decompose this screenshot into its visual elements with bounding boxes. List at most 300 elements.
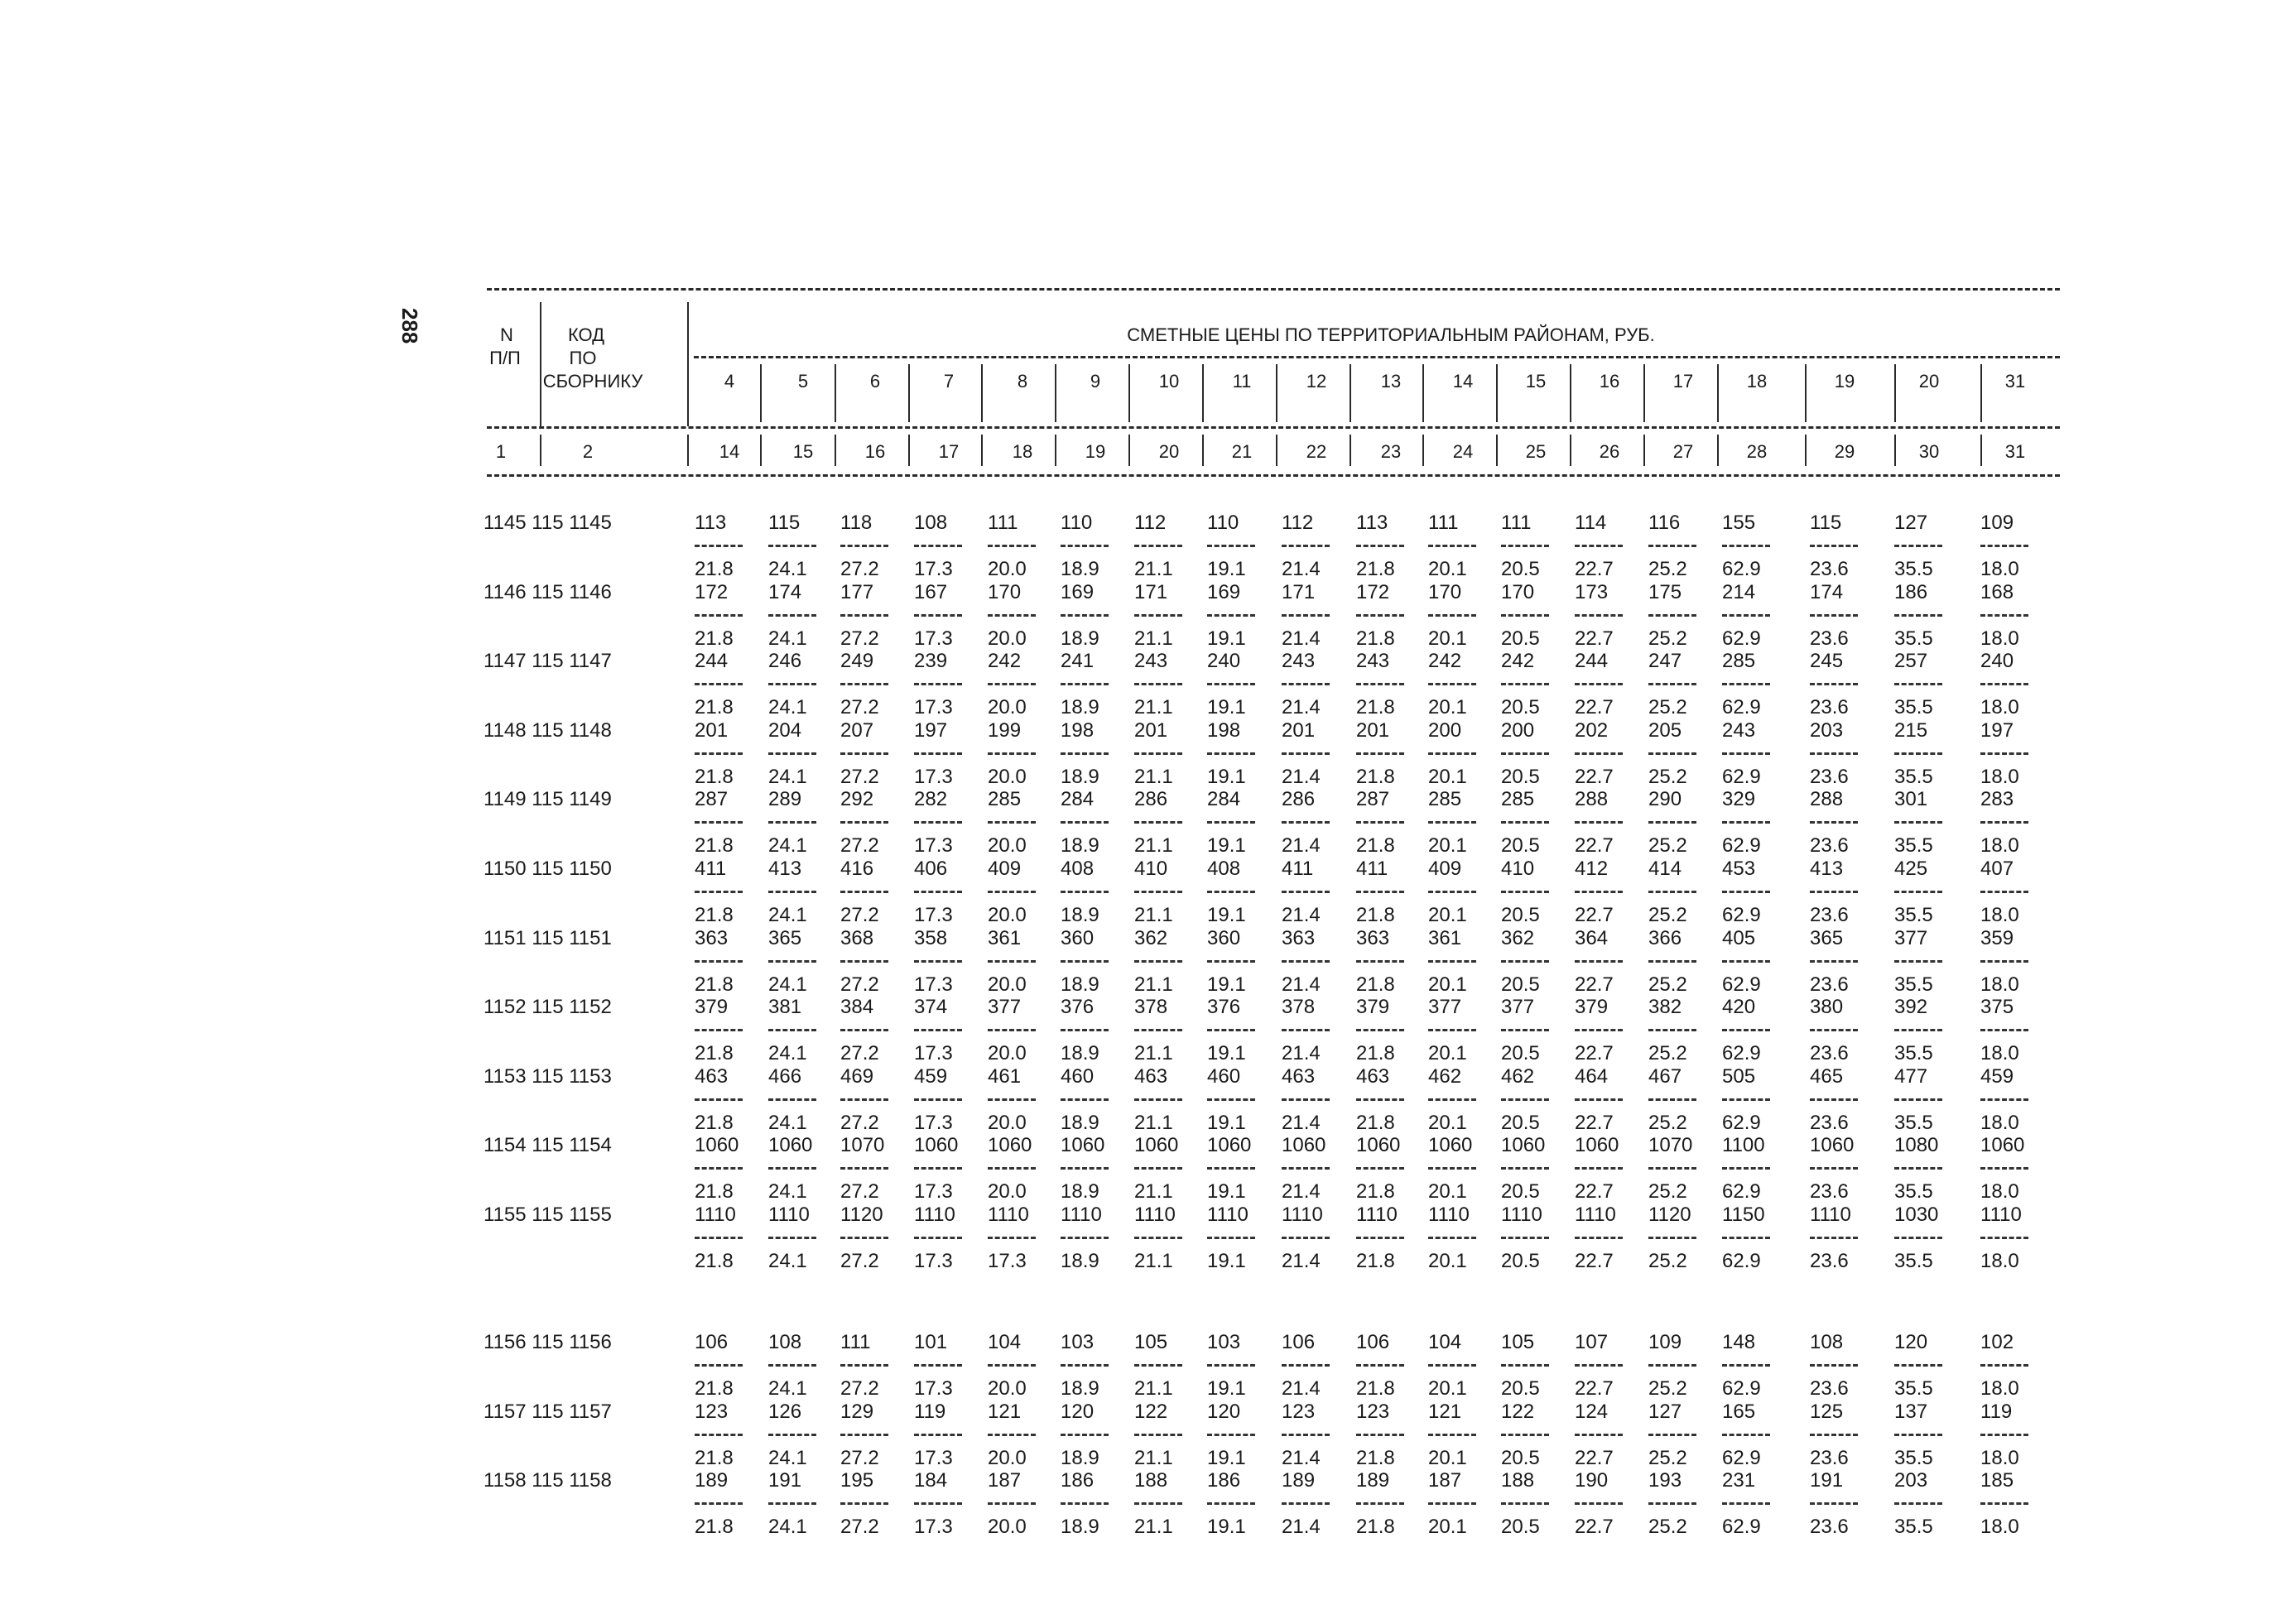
- fraction-line: [768, 683, 816, 685]
- fraction-line: [840, 1502, 888, 1505]
- cell-coefficient: 18.0: [1980, 1180, 2019, 1204]
- cell-coefficient: 35.5: [1894, 627, 1933, 650]
- fraction-line: [1980, 545, 2028, 547]
- cell-value: 122: [1134, 1400, 1168, 1423]
- header-col-index-15: 15: [792, 441, 814, 462]
- cell-value: 453: [1722, 858, 1756, 880]
- fraction-line: [768, 1364, 816, 1367]
- fraction-line: [1134, 1029, 1182, 1031]
- cell-value: 127: [1894, 512, 1928, 534]
- cell-value: 505: [1722, 1064, 1756, 1088]
- cell-coefficient: 21.1: [1134, 834, 1173, 858]
- cell-value: 170: [1428, 580, 1462, 603]
- cell-value: 362: [1134, 926, 1168, 949]
- fraction-line: [988, 1237, 1036, 1239]
- header-col-index-27: 27: [1672, 441, 1694, 462]
- fraction-line: [1722, 752, 1770, 755]
- header-bottom-rule: [487, 474, 2060, 477]
- header-col-index-14: 14: [719, 441, 740, 462]
- cell-value: 425: [1894, 858, 1928, 880]
- cell-coefficient: 18.9: [1061, 973, 1099, 996]
- cell-value: 193: [1648, 1469, 1682, 1492]
- cell-value: 106: [1356, 1331, 1390, 1353]
- cell-coefficient: 21.8: [695, 1250, 734, 1272]
- cell-value: 1060: [695, 1134, 739, 1157]
- fraction-line: [988, 614, 1036, 617]
- cell-value: 463: [695, 1064, 729, 1088]
- fraction-line: [988, 1098, 1036, 1101]
- cell-coefficient: 24.1: [768, 973, 807, 996]
- header-index-divider: [835, 435, 836, 466]
- cell-value: 191: [1810, 1469, 1844, 1492]
- fraction-line: [768, 891, 816, 893]
- fraction-line: [914, 683, 962, 685]
- header-district-8: 8: [1017, 371, 1028, 392]
- cell-value: 202: [1575, 718, 1609, 742]
- cell-coefficient: 27.2: [840, 765, 879, 788]
- cell-coefficient: 22.7: [1575, 1250, 1614, 1272]
- row-id: 1158 115 1158: [484, 1469, 612, 1492]
- cell-coefficient: 27.2: [840, 973, 879, 996]
- cell-coefficient: 21.8: [695, 834, 734, 858]
- cell-coefficient: 20.5: [1501, 765, 1540, 788]
- cell-coefficient: 19.1: [1207, 834, 1246, 858]
- cell-value: 466: [768, 1064, 802, 1088]
- cell-value: 201: [1134, 718, 1168, 742]
- cell-value: 111: [1501, 512, 1532, 534]
- cell-coefficient: 25.2: [1648, 1111, 1687, 1134]
- header-index-divider: [1496, 435, 1498, 466]
- cell-coefficient: 24.1: [768, 904, 807, 926]
- fraction-line: [1722, 614, 1770, 617]
- cell-value: 214: [1722, 580, 1756, 603]
- cell-value: 113: [1356, 512, 1388, 534]
- cell-value: 1080: [1894, 1134, 1939, 1157]
- cell-value: 129: [840, 1400, 874, 1423]
- fraction-line: [840, 1237, 888, 1239]
- cell-coefficient: 17.3: [914, 1446, 953, 1469]
- cell-value: 204: [768, 718, 802, 742]
- cell-coefficient: 62.9: [1722, 973, 1761, 996]
- cell-value: 1070: [840, 1134, 885, 1157]
- cell-value: 460: [1207, 1064, 1241, 1088]
- header-district-5: 5: [797, 371, 809, 392]
- cell-coefficient: 18.9: [1061, 1377, 1099, 1400]
- header-district-16: 16: [1599, 371, 1620, 392]
- cell-coefficient: 23.6: [1810, 1180, 1849, 1204]
- cell-value: 103: [1061, 1331, 1095, 1353]
- fraction-line: [914, 960, 962, 963]
- header-col-index-20: 20: [1158, 441, 1180, 462]
- fraction-line: [988, 1167, 1036, 1170]
- fraction-line: [1356, 1434, 1404, 1436]
- fraction-line: [695, 614, 743, 617]
- cell-coefficient: 17.3: [914, 1377, 953, 1400]
- cell-coefficient: 18.0: [1980, 1377, 2019, 1400]
- cell-coefficient: 25.2: [1648, 1180, 1687, 1204]
- fraction-line: [840, 891, 888, 893]
- cell-value: 362: [1501, 926, 1535, 949]
- cell-value: 118: [840, 512, 873, 534]
- fraction-line: [695, 683, 743, 685]
- cell-coefficient: 21.8: [695, 558, 734, 580]
- fraction-line: [1207, 1364, 1255, 1367]
- fraction-line: [1980, 1502, 2028, 1505]
- header-col-index-24: 24: [1452, 441, 1474, 462]
- cell-coefficient: 62.9: [1722, 1111, 1761, 1134]
- cell-coefficient: 18.9: [1061, 1111, 1099, 1134]
- header-district-17: 17: [1672, 371, 1694, 392]
- fraction-line: [1810, 1237, 1858, 1239]
- cell-coefficient: 21.4: [1282, 1516, 1321, 1539]
- cell-coefficient: 20.5: [1501, 1042, 1540, 1065]
- cell-value: 459: [914, 1064, 948, 1088]
- fraction-line: [1648, 1364, 1696, 1367]
- cell-value: 469: [840, 1064, 874, 1088]
- header-district-15: 15: [1525, 371, 1547, 392]
- fraction-line: [1207, 545, 1255, 547]
- cell-value: 175: [1648, 580, 1682, 603]
- fraction-line: [1207, 1167, 1255, 1170]
- cell-coefficient: 21.8: [1356, 627, 1395, 650]
- cell-coefficient: 20.0: [988, 627, 1027, 650]
- cell-coefficient: 25.2: [1648, 1377, 1687, 1400]
- cell-coefficient: 21.1: [1134, 973, 1173, 996]
- cell-value: 169: [1207, 580, 1241, 603]
- cell-coefficient: 18.0: [1980, 765, 2019, 788]
- fraction-line: [1428, 1167, 1476, 1170]
- cell-coefficient: 19.1: [1207, 1250, 1246, 1272]
- header-index-divider: [1717, 435, 1719, 466]
- fraction-line: [1810, 960, 1858, 963]
- cell-coefficient: 19.1: [1207, 1111, 1246, 1134]
- fraction-line: [840, 1029, 888, 1031]
- fraction-line: [1207, 821, 1255, 824]
- cell-value: 215: [1894, 718, 1928, 742]
- cell-value: 377: [1428, 996, 1462, 1019]
- cell-value: 379: [1575, 996, 1609, 1019]
- cell-value: 464: [1575, 1064, 1609, 1088]
- fraction-line: [768, 1237, 816, 1239]
- cell-coefficient: 23.6: [1810, 1377, 1849, 1400]
- cell-value: 257: [1894, 650, 1928, 673]
- cell-coefficient: 20.1: [1428, 765, 1467, 788]
- fraction-line: [1501, 1434, 1549, 1436]
- row-id: 1146 115 1146: [484, 580, 612, 603]
- cell-value: 201: [695, 718, 729, 742]
- fraction-line: [1207, 1098, 1255, 1101]
- cell-value: 290: [1648, 788, 1682, 811]
- fraction-line: [1356, 683, 1404, 685]
- cell-coefficient: 20.5: [1501, 1446, 1540, 1469]
- fraction-line: [988, 960, 1036, 963]
- cell-coefficient: 21.1: [1134, 1042, 1173, 1065]
- fraction-line: [768, 1029, 816, 1031]
- cell-coefficient: 23.6: [1810, 1111, 1849, 1134]
- fraction-line: [1356, 1502, 1404, 1505]
- fraction-line: [695, 1237, 743, 1239]
- cell-coefficient: 27.2: [840, 904, 879, 926]
- fraction-line: [1282, 752, 1330, 755]
- fraction-line: [1648, 891, 1696, 893]
- cell-coefficient: 22.7: [1575, 1042, 1614, 1065]
- header-district-19: 19: [1834, 371, 1855, 392]
- header-col-index-23: 23: [1380, 441, 1402, 462]
- cell-value: 188: [1134, 1469, 1168, 1492]
- cell-value: 104: [988, 1331, 1022, 1353]
- cell-coefficient: 24.1: [768, 1250, 807, 1272]
- fraction-line: [695, 1364, 743, 1367]
- cell-coefficient: 19.1: [1207, 1377, 1246, 1400]
- page-number: 288: [397, 308, 422, 344]
- cell-value: 109: [1980, 512, 2014, 534]
- header-index-divider: [1894, 435, 1896, 466]
- row-id: 1148 115 1148: [484, 718, 612, 742]
- cell-coefficient: 25.2: [1648, 904, 1687, 926]
- header-mid-rule: [487, 426, 2060, 429]
- cell-value: 249: [840, 650, 874, 673]
- fraction-line: [1648, 821, 1696, 824]
- cell-value: 189: [1356, 1469, 1390, 1492]
- fraction-line: [1980, 614, 2028, 617]
- fraction-line: [1575, 891, 1623, 893]
- cell-value: 1060: [1282, 1134, 1326, 1157]
- cell-value: 243: [1356, 650, 1390, 673]
- cell-coefficient: 20.1: [1428, 1446, 1467, 1469]
- cell-value: 465: [1810, 1064, 1844, 1088]
- row-id: 1154 115 1154: [484, 1134, 612, 1157]
- cell-value: 1030: [1894, 1204, 1939, 1226]
- cell-value: 414: [1648, 858, 1682, 880]
- cell-coefficient: 22.7: [1575, 1516, 1614, 1539]
- fraction-line: [1575, 1167, 1623, 1170]
- cell-coefficient: 19.1: [1207, 1516, 1246, 1539]
- cell-value: 198: [1061, 718, 1095, 742]
- cell-value: 107: [1575, 1331, 1609, 1353]
- fraction-line: [1722, 821, 1770, 824]
- header-district-divider: [760, 364, 762, 422]
- cell-value: 177: [840, 580, 874, 603]
- cell-coefficient: 20.0: [988, 973, 1027, 996]
- cell-value: 200: [1501, 718, 1535, 742]
- header-index-divider: [1276, 435, 1277, 466]
- header-district-divider: [908, 364, 910, 422]
- fraction-line: [1134, 821, 1182, 824]
- fraction-line: [1501, 1098, 1549, 1101]
- cell-value: 384: [840, 996, 874, 1019]
- cell-value: 242: [988, 650, 1022, 673]
- cell-coefficient: 20.0: [988, 696, 1027, 719]
- cell-value: 155: [1722, 512, 1756, 534]
- fraction-line: [914, 1098, 962, 1101]
- cell-value: 190: [1575, 1469, 1609, 1492]
- cell-value: 416: [840, 858, 874, 880]
- fraction-line: [1207, 1029, 1255, 1031]
- cell-value: 120: [1894, 1331, 1928, 1353]
- cell-coefficient: 18.0: [1980, 558, 2019, 580]
- cell-coefficient: 25.2: [1648, 1446, 1687, 1469]
- fraction-line: [988, 1434, 1036, 1436]
- fraction-line: [1722, 545, 1770, 547]
- cell-coefficient: 17.3: [914, 973, 953, 996]
- cell-value: 363: [695, 926, 729, 949]
- cell-value: 1120: [840, 1204, 883, 1226]
- fraction-line: [1894, 752, 1942, 755]
- cell-coefficient: 20.1: [1428, 1377, 1467, 1400]
- cell-value: 124: [1575, 1400, 1609, 1423]
- cell-coefficient: 23.6: [1810, 1042, 1849, 1065]
- cell-coefficient: 18.9: [1061, 834, 1099, 858]
- cell-coefficient: 21.8: [695, 1042, 734, 1065]
- fraction-line: [1134, 1434, 1182, 1436]
- cell-value: 203: [1810, 718, 1844, 742]
- cell-coefficient: 18.0: [1980, 1516, 2019, 1539]
- cell-coefficient: 20.1: [1428, 558, 1467, 580]
- cell-value: 463: [1356, 1064, 1390, 1088]
- fraction-line: [1207, 752, 1255, 755]
- cell-coefficient: 21.8: [1356, 1111, 1395, 1134]
- header-col-index-16: 16: [864, 441, 886, 462]
- fraction-line: [1207, 683, 1255, 685]
- fraction-line: [988, 683, 1036, 685]
- fraction-line: [988, 752, 1036, 755]
- cell-value: 1120: [1648, 1204, 1691, 1226]
- cell-value: 101: [914, 1331, 948, 1353]
- cell-value: 188: [1501, 1469, 1535, 1492]
- fraction-line: [1980, 1364, 2028, 1367]
- fraction-line: [1810, 1434, 1858, 1436]
- cell-coefficient: 21.4: [1282, 1377, 1321, 1400]
- header-index-1: 1: [495, 441, 507, 462]
- cell-coefficient: 19.1: [1207, 1180, 1246, 1204]
- header-district-divider: [1276, 364, 1277, 422]
- cell-coefficient: 27.2: [840, 1111, 879, 1134]
- cell-coefficient: 21.4: [1282, 558, 1321, 580]
- cell-coefficient: 21.4: [1282, 696, 1321, 719]
- fraction-line: [1061, 891, 1109, 893]
- cell-value: 365: [768, 926, 802, 949]
- cell-coefficient: 35.5: [1894, 1446, 1933, 1469]
- cell-value: 284: [1061, 788, 1095, 811]
- fraction-line: [1061, 1237, 1109, 1239]
- cell-coefficient: 20.0: [988, 765, 1027, 788]
- fraction-line: [1356, 1098, 1404, 1101]
- cell-coefficient: 62.9: [1722, 1042, 1761, 1065]
- cell-value: 120: [1207, 1400, 1241, 1423]
- cell-coefficient: 17.3: [914, 696, 953, 719]
- cell-value: 203: [1894, 1469, 1928, 1492]
- cell-coefficient: 21.8: [1356, 1446, 1395, 1469]
- fraction-line: [1648, 1167, 1696, 1170]
- fraction-line: [695, 1434, 743, 1436]
- cell-coefficient: 24.1: [768, 558, 807, 580]
- header-pp-label: П/П: [489, 348, 521, 368]
- cell-value: 379: [1356, 996, 1390, 1019]
- fraction-line: [1575, 1502, 1623, 1505]
- header-district-4: 4: [724, 371, 735, 392]
- cell-coefficient: 21.1: [1134, 558, 1173, 580]
- fraction-line: [1575, 752, 1623, 755]
- cell-value: 174: [768, 580, 802, 603]
- cell-value: 1060: [1356, 1134, 1401, 1157]
- fraction-line: [1501, 960, 1549, 963]
- fraction-line: [1428, 1364, 1476, 1367]
- cell-value: 477: [1894, 1064, 1928, 1088]
- fraction-line: [1356, 1237, 1404, 1239]
- cell-coefficient: 20.1: [1428, 834, 1467, 858]
- cell-coefficient: 17.3: [914, 765, 953, 788]
- fraction-line: [1575, 614, 1623, 617]
- header-district-20: 20: [1918, 371, 1940, 392]
- cell-value: 361: [988, 926, 1022, 949]
- cell-coefficient: 21.4: [1282, 1446, 1321, 1469]
- cell-value: 407: [1980, 858, 2014, 880]
- cell-value: 376: [1061, 996, 1095, 1019]
- fraction-line: [1428, 1029, 1476, 1031]
- fraction-line: [1575, 1364, 1623, 1367]
- cell-coefficient: 21.8: [695, 1446, 734, 1469]
- cell-coefficient: 19.1: [1207, 558, 1246, 580]
- fraction-line: [1810, 1502, 1858, 1505]
- fraction-line: [1501, 1364, 1549, 1367]
- fraction-line: [1282, 545, 1330, 547]
- fraction-line: [1428, 752, 1476, 755]
- fraction-line: [1722, 1502, 1770, 1505]
- cell-coefficient: 20.0: [988, 1446, 1027, 1469]
- cell-coefficient: 21.1: [1134, 765, 1173, 788]
- header-index-divider: [1422, 435, 1424, 466]
- cell-coefficient: 24.1: [768, 1516, 807, 1539]
- cell-coefficient: 21.8: [1356, 834, 1395, 858]
- header-col-index-26: 26: [1599, 441, 1620, 462]
- fraction-line: [1282, 1098, 1330, 1101]
- header-district-divider: [1422, 364, 1424, 422]
- cell-value: 105: [1501, 1331, 1535, 1353]
- fraction-line: [1061, 683, 1109, 685]
- header-district-rule: [694, 356, 2060, 358]
- cell-value: 420: [1722, 996, 1756, 1019]
- fraction-line: [840, 1434, 888, 1436]
- cell-value: 171: [1134, 580, 1168, 603]
- cell-value: 123: [695, 1400, 729, 1423]
- cell-value: 111: [988, 512, 1018, 534]
- cell-value: 103: [1207, 1331, 1241, 1353]
- cell-coefficient: 20.1: [1428, 1042, 1467, 1065]
- cell-value: 245: [1810, 650, 1844, 673]
- cell-coefficient: 18.0: [1980, 627, 2019, 650]
- fraction-line: [840, 545, 888, 547]
- cell-coefficient: 21.8: [695, 1180, 734, 1204]
- cell-coefficient: 18.9: [1061, 1180, 1099, 1204]
- fraction-line: [1648, 1098, 1696, 1101]
- cell-value: 377: [988, 996, 1022, 1019]
- cell-value: 363: [1282, 926, 1316, 949]
- fraction-line: [695, 1502, 743, 1505]
- cell-coefficient: 22.7: [1575, 834, 1614, 858]
- cell-coefficient: 35.5: [1894, 765, 1933, 788]
- cell-value: 187: [988, 1469, 1022, 1492]
- cell-value: 246: [768, 650, 802, 673]
- header-col-index-31: 31: [2004, 441, 2026, 462]
- cell-coefficient: 62.9: [1722, 1516, 1761, 1539]
- cell-value: 284: [1207, 788, 1241, 811]
- cell-coefficient: 23.6: [1810, 558, 1849, 580]
- fraction-line: [914, 1167, 962, 1170]
- cell-coefficient: 21.4: [1282, 1180, 1321, 1204]
- cell-value: 1110: [1282, 1204, 1323, 1226]
- header-index-divider: [1805, 435, 1807, 466]
- fraction-line: [768, 1167, 816, 1170]
